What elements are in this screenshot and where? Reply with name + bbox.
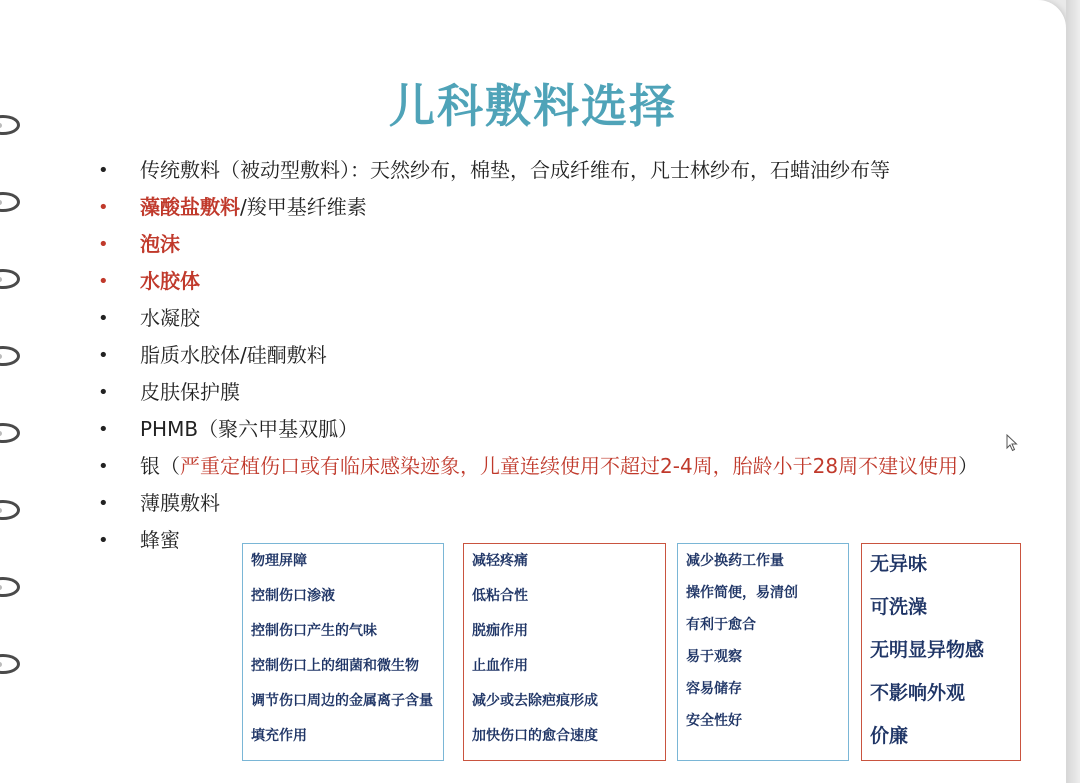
list-item-highlight: 藻酸盐敷料 [140, 195, 240, 219]
bullet-dot: • [98, 308, 109, 329]
feature-item: 减轻疼痛 [472, 553, 528, 569]
list-item [98, 451, 1018, 482]
list-item [98, 229, 1018, 260]
list-item-suffix: ） [958, 454, 979, 478]
feature-item: 填充作用 [251, 728, 307, 744]
list-item-highlight: 严重定植伤口或有临床感染迹象，儿童连续使用不超过2-4周，胎龄小于28周不建议使用 [180, 454, 959, 478]
page-edge [1066, 0, 1080, 783]
list-item-text: 水凝胶 [140, 306, 200, 330]
binder-ring [0, 192, 20, 212]
dressing-list [98, 155, 1018, 562]
feature-item: 价廉 [870, 725, 909, 747]
binder-ring [0, 346, 20, 366]
list-item-text: 传统敷料（被动型敷料）：天然纱布，棉垫，合成纤维布，凡士林纱布，石蜡油纱布等 [140, 158, 890, 182]
feature-item: 脱痂作用 [472, 623, 528, 639]
feature-item: 容易储存 [686, 681, 742, 697]
page-title: 儿科敷料选择 [389, 79, 677, 133]
list-item-text: PHMB（聚六甲基双胍） [140, 417, 359, 441]
list-item-text: 薄膜敷料 [140, 491, 220, 515]
mouse-pointer-icon [1006, 434, 1018, 452]
feature-box-care [677, 543, 849, 761]
list-item [98, 266, 1018, 297]
bullet-dot: • [98, 382, 109, 403]
feature-box-functions [242, 543, 444, 761]
list-item-text: 皮肤保护膜 [140, 380, 240, 404]
list-item-text: /羧甲基纤维素 [240, 195, 367, 219]
feature-item: 无异味 [870, 553, 928, 575]
bullet-dot: • [98, 530, 109, 551]
feature-item: 低粘合性 [472, 588, 528, 604]
feature-item: 控制伤口渗液 [251, 588, 335, 604]
binder-ring [0, 654, 20, 674]
bullet-dot: • [98, 419, 109, 440]
feature-item: 减少换药工作量 [686, 553, 784, 569]
feature-item: 不影响外观 [870, 682, 966, 704]
feature-item: 有利于愈合 [686, 617, 756, 633]
feature-item: 止血作用 [472, 658, 528, 674]
feature-item: 易于观察 [686, 649, 742, 665]
feature-box-comfort [861, 543, 1021, 761]
feature-item: 无明显异物感 [870, 639, 985, 661]
bullet-dot: • [98, 345, 109, 366]
feature-item: 可洗澡 [870, 596, 928, 618]
binder-ring [0, 423, 20, 443]
feature-item: 物理屏障 [251, 553, 307, 569]
binder-ring [0, 577, 20, 597]
list-item-highlight: 泡沫 [140, 232, 180, 256]
list-item [98, 155, 1018, 186]
list-item [98, 414, 1018, 445]
list-item [98, 192, 1018, 223]
bullet-dot: • [98, 456, 109, 477]
list-item [98, 488, 1018, 519]
feature-item: 加快伤口的愈合速度 [472, 728, 598, 744]
feature-item: 操作简便，易清创 [686, 585, 798, 601]
feature-item: 控制伤口产生的气味 [251, 623, 377, 639]
feature-item: 控制伤口上的细菌和微生物 [251, 658, 419, 674]
binder-ring [0, 500, 20, 520]
list-item [98, 303, 1018, 334]
list-item [98, 340, 1018, 371]
bullet-dot: • [98, 234, 109, 255]
feature-item: 调节伤口周边的金属离子含量 [251, 693, 433, 709]
bullet-dot: • [98, 197, 109, 218]
list-item-text: 脂质水胶体/硅酮敷料 [140, 343, 327, 367]
feature-item: 安全性好 [686, 713, 742, 729]
bullet-dot: • [98, 493, 109, 514]
list-item-text: 蜂蜜 [140, 528, 180, 552]
bullet-dot: • [98, 160, 109, 181]
feature-item: 减少或去除疤痕形成 [472, 693, 598, 709]
list-item-prefix: 银（ [140, 454, 180, 478]
list-item [98, 377, 1018, 408]
list-item-highlight: 水胶体 [140, 269, 200, 293]
binder-ring [0, 269, 20, 289]
feature-box-benefits [463, 543, 666, 761]
bullet-dot: • [98, 271, 109, 292]
